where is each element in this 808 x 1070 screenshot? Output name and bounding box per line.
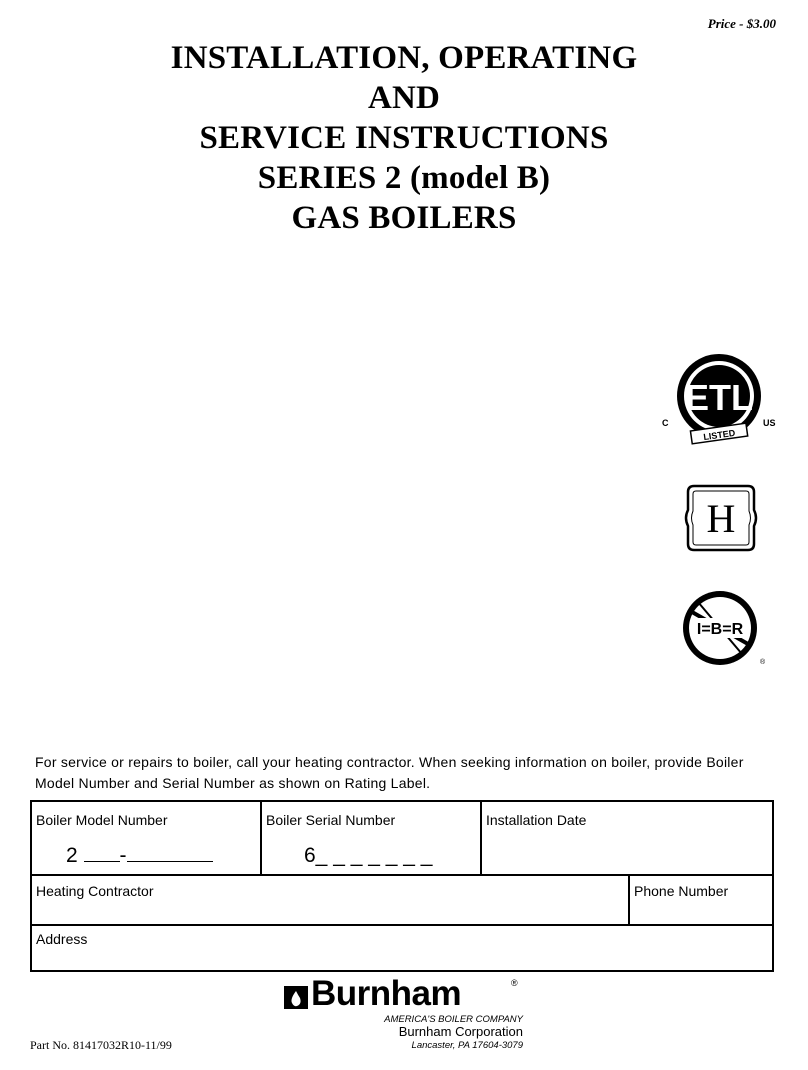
- etl-listed-logo: [655, 348, 783, 448]
- serial-number-value: 6_ _ _ _ _ _ _: [304, 844, 433, 867]
- etl-mark-text: ETL: [685, 377, 753, 418]
- heating-contractor-label: Heating Contractor: [36, 883, 154, 899]
- installation-date-cell[interactable]: [480, 802, 772, 874]
- brand-name: Burnham: [311, 974, 462, 1013]
- model-number-cell[interactable]: [32, 802, 260, 874]
- ibr-registered-text: ®: [760, 659, 766, 666]
- title-line-5: GAS BOILERS: [291, 200, 517, 236]
- h-stamp-text: H: [706, 496, 736, 541]
- service-notice: For service or repairs to boiler, call your heating contractor. When seeking information on boiler, provide Boiler Model Number and Serial Number as shown on Rating Label.: [35, 754, 744, 791]
- installation-date-label: Installation Date: [486, 812, 587, 828]
- boiler-info-form: [30, 800, 774, 972]
- model-number-value: [66, 844, 213, 868]
- title-line-3: SERVICE INSTRUCTIONS: [199, 120, 609, 156]
- asme-h-stamp-logo: [680, 482, 762, 554]
- form-row-3: [32, 926, 772, 972]
- heating-contractor-cell[interactable]: [32, 876, 628, 924]
- brand-registered: ®: [511, 978, 518, 988]
- form-row-1: [32, 802, 772, 876]
- address-label: Address: [36, 931, 88, 947]
- title-line-1: INSTALLATION, OPERATING: [170, 40, 638, 76]
- brand-tagline: AMERICA'S BOILER COMPANY: [384, 1014, 523, 1025]
- title-line-4: SERIES 2 (model B): [257, 160, 551, 196]
- serial-number-cell[interactable]: [260, 802, 480, 874]
- etl-listed-text: LISTED: [702, 427, 736, 443]
- model-separator: -: [119, 844, 127, 867]
- serial-number-label: Boiler Serial Number: [266, 812, 396, 828]
- part-number: Part No. 81417032R10-11/99: [30, 1038, 172, 1052]
- etl-us-text: US: [763, 418, 776, 428]
- title-line-2: AND: [367, 80, 441, 116]
- phone-number-label: Phone Number: [634, 883, 729, 899]
- address-cell[interactable]: [32, 926, 772, 972]
- form-row-2: [32, 876, 772, 926]
- corporation-address: Lancaster, PA 17604-3079: [411, 1040, 523, 1051]
- flame-icon: [283, 982, 309, 1010]
- corporation-name: Burnham Corporation: [398, 1024, 523, 1039]
- etl-c-text: C: [662, 418, 669, 428]
- ibr-mark-text: I=B=R: [696, 621, 744, 638]
- phone-number-cell[interactable]: [628, 876, 772, 924]
- ibr-logo: [678, 588, 768, 670]
- model-number-label: Boiler Model Number: [36, 812, 168, 828]
- model-prefix: 2: [66, 844, 78, 867]
- price-label: Price - $3.00: [707, 16, 776, 31]
- burnham-logo: [283, 974, 523, 1013]
- document-title: [0, 38, 808, 238]
